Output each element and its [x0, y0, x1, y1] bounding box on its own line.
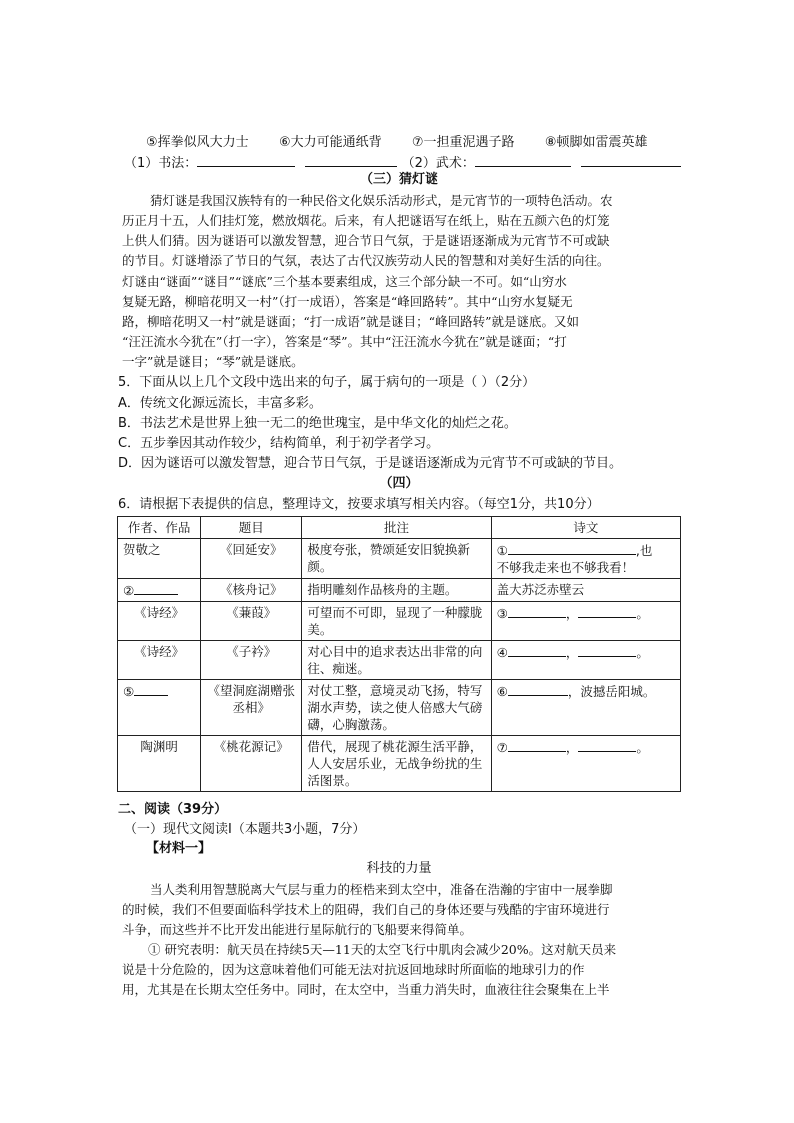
cell-poem: 盖大苏泛赤壁云: [491, 579, 680, 602]
article-line-5: 说是十分危险的，因为这意味着他们可能无法对抗返回地球时所面临的地球引力的作: [122, 962, 585, 977]
article-line-6: 用，尤其是在长期太空任务中。同时，在太空中，当重力消失时，血液往往会聚集在上半: [122, 982, 610, 997]
sub1-heading: （一）现代文阅读Ⅰ（本题共3小题，7分）: [124, 822, 366, 837]
table-row: [118, 602, 681, 641]
answer-blank-7a[interactable]: [508, 738, 566, 752]
poem-suffix: ,也: [635, 543, 653, 558]
article-line-3: 斗争，而这些并不比开发出能进行星际航行的飞船要来得简单。: [122, 922, 473, 937]
q5-option-c: C．五步拳因其动作较少，结构简单，利于初学者学习。: [118, 436, 440, 451]
poem-period: 。: [636, 740, 649, 755]
table-row: [118, 736, 681, 792]
cell-note: 指明雕刻作品核舟的主题。: [302, 579, 491, 602]
riddle-line-8: “汪汪流水今犹在”（打一字），答案是“琴”。其中“汪汪流水今犹在”就是谜面；“打: [122, 334, 567, 349]
header-poem: 诗文: [491, 517, 680, 539]
heading-riddles: （三）猜灯谜: [359, 172, 438, 187]
article-line-4: ① 研究表明：航天员在持续5天—11天的太空飞行中肌肉会减少20%。这对航天员来: [148, 942, 617, 957]
material1-label: 【材料一】: [146, 841, 212, 856]
cell-author: 贺敬之: [118, 539, 201, 579]
answer-blank-4a[interactable]: [508, 643, 566, 657]
blank-martial-2[interactable]: [581, 154, 681, 167]
cell-poem: [491, 539, 680, 579]
cell-note: 对心目中的追求表达出非常的向往、痴迷。: [302, 641, 491, 680]
blank-martial-1[interactable]: [475, 154, 571, 167]
cell-title: 《桃花源记》: [201, 736, 302, 792]
cell-poem: [491, 736, 680, 792]
header-title: 题目: [201, 517, 302, 539]
cell-title: 《核舟记》: [201, 579, 302, 602]
blank-num: ①: [496, 543, 508, 558]
cell-title: 《蒹葭》: [201, 602, 302, 641]
cell-note: 极度夸张，赞颂延安旧貌换新颜。: [302, 539, 491, 579]
section3-options: [146, 135, 647, 151]
cell-title: 《回延安》: [201, 539, 302, 579]
table-row: [118, 680, 681, 736]
option-5: ⑤挥拳似风大力士: [146, 135, 249, 150]
q6-stem: 6．请根据下表提供的信息，整理诗文，按要求填写相关内容。（每空1分，共10分）: [118, 497, 600, 512]
answer-blank-3a[interactable]: [508, 604, 566, 618]
cell-poem: [491, 680, 680, 736]
riddle-line-3: 上供人们猜。因为谜语可以激发智慧，迎合节日气氛，于是谜语逐渐成为元宵节不可或缺: [122, 233, 610, 248]
q5-stem: 5．下面从以上几个文段中选出来的句子，属于病句的一项是（ ）（2分）: [118, 375, 536, 390]
header-author: 作者、作品: [118, 517, 201, 539]
poem-table: [117, 516, 681, 792]
fill-label-calligraphy: （1）书法：: [124, 156, 198, 171]
article-title: 科技的力量: [366, 861, 432, 876]
answer-blank-7b[interactable]: [578, 738, 636, 752]
cell-note: 可望而不可即，显现了一种朦胧美。: [302, 602, 491, 641]
answer-blank-1[interactable]: [508, 541, 636, 555]
riddle-line-5: 灯谜由“谜面”“谜目”“谜底”三个基本要素组成，这三个部分缺一不可。如“山穷水: [122, 274, 567, 289]
article-line-1: 当人类利用智慧脱离大气层与重力的桎梏来到太空中，准备在浩瀚的宇宙中一展拳脚: [150, 882, 613, 897]
riddle-line-1: 猜灯谜是我国汉族特有的一种民俗文化娱乐活动形式，是元宵节的一项特色活动。农: [150, 193, 613, 208]
table-row: [118, 579, 681, 602]
answer-blank-4b[interactable]: [578, 643, 636, 657]
answer-blank-3b[interactable]: [578, 604, 636, 618]
riddle-line-7: 路，柳暗花明又一村”就是谜面；“打一成语”就是谜目；“峰回路转”就是谜底。又如: [122, 314, 579, 329]
poem-period: 。: [636, 645, 649, 660]
riddle-line-9: 一字”就是谜目；“琴”就是谜底。: [122, 354, 304, 369]
cell-author: [118, 680, 201, 736]
q5-option-d: D．因为谜语可以激发智慧，迎合节日气氛，于是谜语逐渐成为元宵节不可或缺的节目。: [118, 456, 623, 471]
riddle-line-6: 复疑无路，柳暗花明又一村”（打一成语），答案是“峰回路转”。其中“山穷水复疑无: [122, 294, 573, 309]
blank-num: ⑥: [496, 684, 508, 699]
blank-num: ④: [496, 645, 508, 660]
blank-calligraphy-1[interactable]: [197, 154, 295, 167]
cell-title: 《望洞庭湖赠张丞相》: [201, 680, 302, 736]
riddle-line-4: 的节目。灯谜增添了节日的气氛，表达了古代汉族劳动人民的智慧和对美好生活的向往。: [122, 253, 610, 268]
table-row: [118, 641, 681, 680]
blank-num: ③: [496, 606, 508, 621]
header-note: 批注: [302, 517, 491, 539]
blank-num: ②: [123, 583, 135, 598]
article-line-2: 的时候，我们不但要面临科学技术上的阻碍，我们自己的身体还要与残酷的宇宙环境进行: [122, 902, 610, 917]
option-7: ⑦一担重泥遇子路: [411, 135, 515, 150]
cell-author: 《诗经》: [118, 641, 201, 680]
poem-comma: ，: [565, 740, 579, 755]
q5-option-a: A．传统文化源远流长，丰富多彩。: [118, 396, 322, 411]
option-8: ⑧顿脚如雷震英雄: [544, 135, 648, 150]
poem-line2: 不够我走来也不够我看！: [496, 560, 635, 575]
poem-period: 。: [636, 606, 649, 621]
cell-note: 借代，展现了桃花源生活平静，人人安居乐业，无战争纷扰的生活图景。: [302, 736, 491, 792]
poem-comma: ，: [565, 645, 579, 660]
cell-author: 陶渊明: [118, 736, 201, 792]
option-6: ⑥大力可能通纸背: [278, 135, 382, 150]
cell-title: 《子衿》: [201, 641, 302, 680]
part2-heading: 二、阅读（39分）: [118, 802, 228, 817]
blank-calligraphy-2[interactable]: [305, 154, 397, 167]
heading-section-4: （四）: [379, 476, 419, 491]
fill-label-martial: （2）武术：: [401, 156, 475, 171]
cell-note: 对仗工整，意境灵动飞扬，特写湖水声势，读之使人倍感大气磅礴，心胸激荡。: [302, 680, 491, 736]
table-header-row: [118, 517, 681, 539]
cell-poem: [491, 602, 680, 641]
poem-suffix: ，波撼岳阳城。: [567, 684, 656, 699]
cell-author: [118, 579, 201, 602]
answer-blank-6[interactable]: [508, 682, 568, 696]
cell-author: 《诗经》: [118, 602, 201, 641]
blank-num: ⑤: [123, 684, 135, 699]
table-row: [118, 539, 681, 579]
cell-poem: [491, 641, 680, 680]
answer-blank-5[interactable]: [134, 682, 168, 696]
q5-option-b: B．书法艺术是世界上独一无二的绝世瑰宝，是中华文化的灿烂之花。: [118, 416, 517, 431]
riddle-line-2: 历正月十五，人们挂灯笼，燃放烟花。后来，有人把谜语写在纸上，贴在五颜六色的灯笼: [122, 213, 610, 228]
blank-num: ⑦: [496, 740, 508, 755]
poem-comma: ，: [565, 606, 579, 621]
fill-line: [124, 154, 681, 172]
answer-blank-2[interactable]: [134, 581, 178, 595]
